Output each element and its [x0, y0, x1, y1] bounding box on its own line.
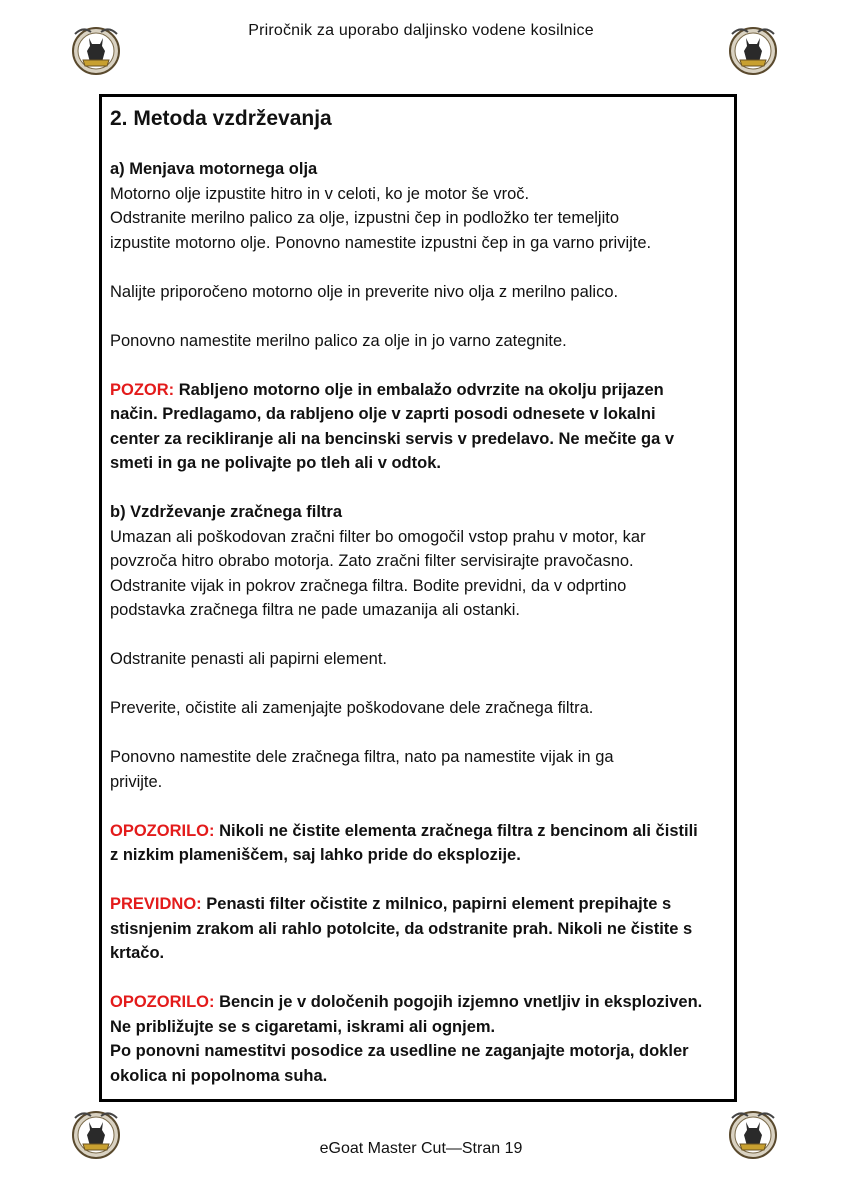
oil-line-2: Odstranite merilno palico za olje, izpustni čep in podložko ter temeljito: [110, 209, 620, 227]
filter-line-1: Umazan ali poškodovan zračni filter bo omogočil vstop prahu v motor, kar: [110, 527, 646, 546]
filter-paragraph-3: Preverite, očistite ali zamenjajte poškodovane dele zračnega filtra.: [110, 699, 594, 717]
filter-warning-2-line-4: okolica ni popolnoma suha.: [110, 1066, 328, 1085]
filter-warning-1: [110, 819, 730, 844]
filter-paragraph-2: Odstranite penasti ali papirni element.: [110, 650, 387, 668]
section-title: 2. Metoda vzdrževanja: [110, 107, 332, 130]
page-header-title: Priročnik za uporabo daljinsko vodene kosilnice: [248, 22, 594, 39]
oil-line-1: Motorno olje izpustite hitro in v celoti, ko je motor še vroč.: [110, 184, 530, 203]
filter-line-3: Odstranite vijak in pokrov zračnega filtra. Bodite previdni, da v odprtino: [110, 576, 627, 595]
content-frame: [99, 94, 737, 1102]
warning-label: POZOR:: [110, 380, 175, 399]
warning-text: Bencin je v določenih pogojih izjemno vnetljiv in eksploziven.: [214, 993, 703, 1011]
oil-line-3: izpustite motorno olje. Ponovno namestite izpustni čep in ga varno privijte.: [110, 233, 652, 252]
goat-emblem-icon: [726, 24, 780, 78]
subsection-heading-oil: a) Menjava motornega olja: [110, 160, 318, 178]
filter-warning-2: [110, 990, 730, 1015]
filter-caution: [110, 892, 730, 917]
caution-text: Penasti filter očistite z milnico, papirni element prepihajte s: [201, 895, 672, 913]
caution-label: PREVIDNO:: [110, 895, 202, 913]
page-footer-title: eGoat Master Cut—Stran 19: [319, 1140, 523, 1157]
goat-emblem-icon: [69, 24, 123, 78]
filter-paragraph-4-line-1: Ponovno namestite dele zračnega filtra, nato pa namestite vijak in ga: [110, 748, 614, 766]
filter-caution-line-3: krtačo.: [110, 944, 165, 962]
subsection-heading-air-filter: b) Vzdrževanje zračnega filtra: [110, 503, 342, 521]
goat-emblem-icon: [726, 24, 780, 78]
oil-warning-line-2: način. Predlagamo, da rabljeno olje v zaprti posodi odnesete v lokalni: [110, 405, 656, 423]
oil-warning-line-4: smeti in ga ne polivajte po tleh ali v odtok.: [110, 454, 441, 472]
filter-line-2: povzroča hitro obrabo motorja. Zato zračni filter servisirajte pravočasno.: [110, 552, 634, 570]
warning-label: OPOZORILO:: [110, 993, 215, 1011]
filter-caution-line-2: stisnjenim zrakom ali rahlo potolcite, da odstranite prah. Nikoli ne čistite s: [110, 919, 693, 938]
filter-warning-2-line-2: Ne približujte se s cigaretami, iskrami ali ognjem.: [110, 1017, 496, 1036]
filter-line-4: podstavka zračnega filtra ne pade umazanija ali ostanki.: [110, 601, 520, 619]
oil-paragraph-2: Nalijte priporočeno motorno olje in preverite nivo olja z merilno palico.: [110, 282, 619, 301]
oil-paragraph-3: Ponovno namestite merilno palico za olje in jo varno zategnite.: [110, 331, 567, 350]
filter-warning-2-line-3: Po ponovni namestitvi posodice za usedline ne zaganjajte motorja, dokler: [110, 1042, 689, 1060]
warning-label: OPOZORILO:: [110, 821, 215, 840]
warning-text: Nikoli ne čistite elementa zračnega filtra z bencinom ali čistili: [214, 821, 698, 840]
goat-emblem-icon: [69, 24, 123, 78]
warning-text: Rabljeno motorno olje in embalažo odvrzite na okolju prijazen: [174, 380, 664, 399]
oil-warning-line-3: center za recikliranje ali na bencinski servis v predelavo. Ne mečite ga v: [110, 429, 675, 448]
filter-warning-1-line-2: z nizkim plameniščem, saj lahko pride do eksplozije.: [110, 846, 521, 864]
oil-warning: [110, 378, 730, 403]
filter-paragraph-4-line-2: privijte.: [110, 772, 163, 791]
content-body: [110, 107, 730, 1088]
